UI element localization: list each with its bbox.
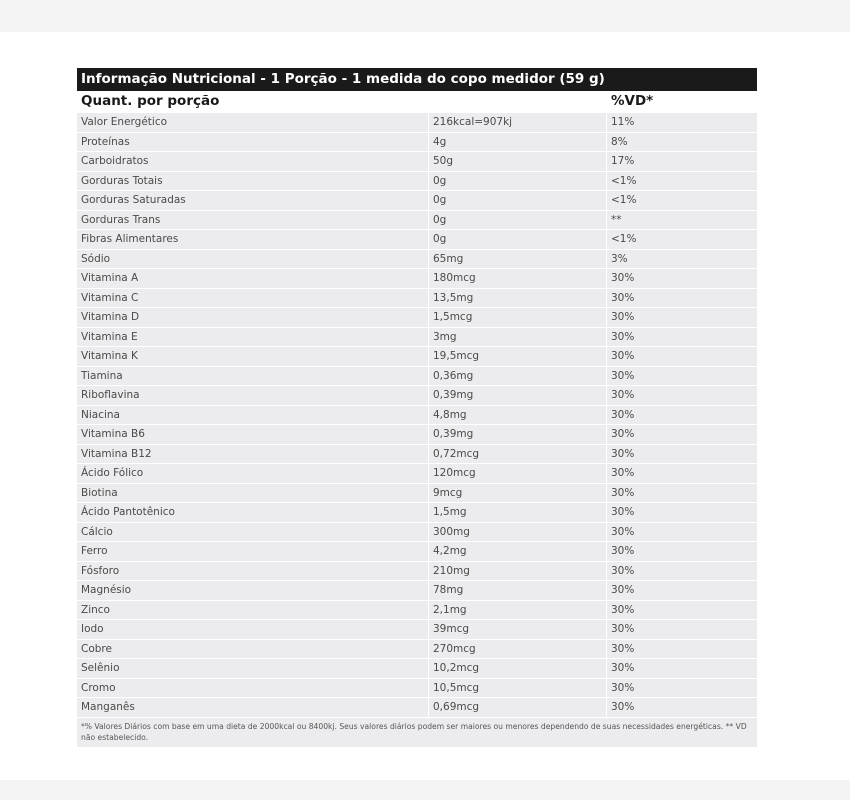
nutrient-daily-value: 30% [611,428,635,440]
nutrient-daily-value: 30% [611,506,635,518]
nutrient-name: Vitamina D [77,308,429,327]
nutrient-quantity: 180mcg [429,269,607,288]
nutrient-name: Niacina [77,406,429,425]
table-row [77,406,757,426]
nutrient-quantity: 4g [429,133,607,152]
nutrient-quantity: 0g [429,230,607,249]
table-title: Informação Nutricional - 1 Porção - 1 medida do copo medidor (59 g) [77,68,757,91]
table-row [77,659,757,679]
footnote: *% Valores Diários com base em uma dieta de 2000kcal ou 8400kj. Seus valores diários podem ser maiores ou menores dependendo de suas necessidades energéticas. ** VD não estabelecido. [77,718,757,747]
nutrient-name: Carboidratos [77,152,429,171]
table-row [77,250,757,270]
nutrient-name: Vitamina B6 [77,425,429,444]
nutrient-quantity: 300mg [429,523,607,542]
table-row [77,191,757,211]
nutrient-daily-value: 30% [611,701,635,713]
nutrient-daily-value: 30% [611,272,635,284]
nutrient-name: Cobre [77,640,429,659]
nutrient-quantity: 0,69mcg [429,698,607,717]
nutrient-daily-value: ** [611,213,622,226]
nutrient-name: Riboflavina [77,386,429,405]
nutrient-daily-value: 30% [611,350,635,362]
nutrient-daily-value: 3% [611,252,628,265]
nutrient-daily-value: 30% [611,447,635,460]
nutrient-daily-value: 30% [611,584,635,596]
nutrient-daily-value: <1% [611,194,637,206]
table-row [77,328,757,348]
nutrient-daily-value: 30% [611,369,635,382]
nutrient-quantity: 0g [429,172,607,191]
nutrient-quantity: 0,39mg [429,386,607,405]
nutrient-daily-value: 30% [611,564,635,577]
nutrient-quantity: 0,72mcg [429,445,607,464]
nutrient-quantity: 216kcal=907kj [429,113,607,132]
table-row [77,133,757,153]
nutrient-name: Ferro [77,542,429,561]
nutrient-name: Manganês [77,698,429,717]
nutrient-quantity: 10,5mcg [429,679,607,698]
table-row [77,542,757,562]
nutrient-quantity: 4,8mg [429,406,607,425]
nutrient-quantity: 39mcg [429,620,607,639]
table-row [77,679,757,699]
nutrient-name: Iodo [77,620,429,639]
nutrient-quantity: 1,5mcg [429,308,607,327]
nutrient-quantity: 120mcg [429,464,607,483]
nutrient-name: Gorduras Trans [77,211,429,230]
table-row [77,152,757,172]
nutrient-quantity: 1,5mg [429,503,607,522]
table-row [77,581,757,601]
nutrient-name: Proteínas [77,133,429,152]
nutrient-daily-value: 30% [611,330,635,343]
nutrient-daily-value: 30% [611,603,635,616]
table-row [77,601,757,621]
nutrient-rows [77,113,757,718]
nutrient-daily-value: <1% [611,233,637,245]
nutrient-daily-value: 30% [611,525,635,538]
nutrient-daily-value: 30% [611,311,635,323]
table-row [77,172,757,192]
nutrient-daily-value: 30% [611,389,635,401]
nutrient-name: Selênio [77,659,429,678]
nutrient-daily-value: 30% [611,681,635,694]
nutrient-daily-value: <1% [611,174,637,187]
nutrient-name: Biotina [77,484,429,503]
nutrient-name: Magnésio [77,581,429,600]
table-row [77,562,757,582]
table-row [77,386,757,406]
nutrient-daily-value: 30% [611,662,635,674]
nutrient-quantity: 78mg [429,581,607,600]
table-row [77,620,757,640]
nutrient-name: Sódio [77,250,429,269]
nutrient-name: Tiamina [77,367,429,386]
nutrient-name: Cálcio [77,523,429,542]
nutrient-daily-value: 30% [611,291,635,304]
nutrient-quantity: 2,1mg [429,601,607,620]
table-row [77,289,757,309]
nutrient-name: Gorduras Totais [77,172,429,191]
table-row [77,464,757,484]
nutrient-name: Fósforo [77,562,429,581]
nutrient-name: Vitamina B12 [77,445,429,464]
nutrient-quantity: 19,5mcg [429,347,607,366]
nutrient-daily-value: 30% [611,642,635,655]
nutrient-daily-value: 30% [611,467,635,479]
nutrient-quantity: 0,39mg [429,425,607,444]
nutrient-name: Fibras Alimentares [77,230,429,249]
table-row [77,269,757,289]
nutrient-quantity: 10,2mcg [429,659,607,678]
table-row [77,347,757,367]
table-row [77,640,757,660]
nutrient-name: Gorduras Saturadas [77,191,429,210]
nutrient-name: Vitamina A [77,269,429,288]
nutrient-quantity: 0,36mg [429,367,607,386]
table-header [77,91,757,113]
nutrient-daily-value: 30% [611,545,635,557]
nutrient-quantity: 0g [429,211,607,230]
nutrient-daily-value: 8% [611,135,628,148]
nutrient-quantity: 4,2mg [429,542,607,561]
nutrient-name: Ácido Fólico [77,464,429,483]
nutrient-daily-value: 30% [611,408,635,421]
table-row [77,698,757,718]
nutrient-name: Vitamina K [77,347,429,366]
nutrient-daily-value: 11% [611,116,635,128]
table-row [77,523,757,543]
table-row [77,445,757,465]
table-row [77,367,757,387]
nutrient-name: Valor Energético [77,113,429,132]
nutrient-quantity: 13,5mg [429,289,607,308]
table-row [77,308,757,328]
table-row [77,484,757,504]
nutrient-name: Ácido Pantotênico [77,503,429,522]
image-canvas [0,32,850,780]
nutrient-quantity: 210mg [429,562,607,581]
nutrient-name: Vitamina C [77,289,429,308]
nutrient-name: Vitamina E [77,328,429,347]
nutrient-quantity: 65mg [429,250,607,269]
nutrient-name: Zinco [77,601,429,620]
header-quantity-per-serving: Quant. por porção [81,93,220,109]
table-row [77,230,757,250]
header-daily-value: %VD* [611,93,654,109]
nutrient-name: Cromo [77,679,429,698]
nutrient-quantity: 50g [429,152,607,171]
table-row [77,211,757,231]
table-row [77,113,757,133]
nutrient-quantity: 3mg [429,328,607,347]
table-row [77,425,757,445]
nutrient-daily-value: 17% [611,155,635,167]
nutrient-daily-value: 30% [611,623,635,635]
nutrient-quantity: 270mcg [429,640,607,659]
nutrient-quantity: 9mcg [429,484,607,503]
nutrient-daily-value: 30% [611,486,635,499]
nutrient-quantity: 0g [429,191,607,210]
nutrition-facts-table [77,68,757,747]
table-row [77,503,757,523]
